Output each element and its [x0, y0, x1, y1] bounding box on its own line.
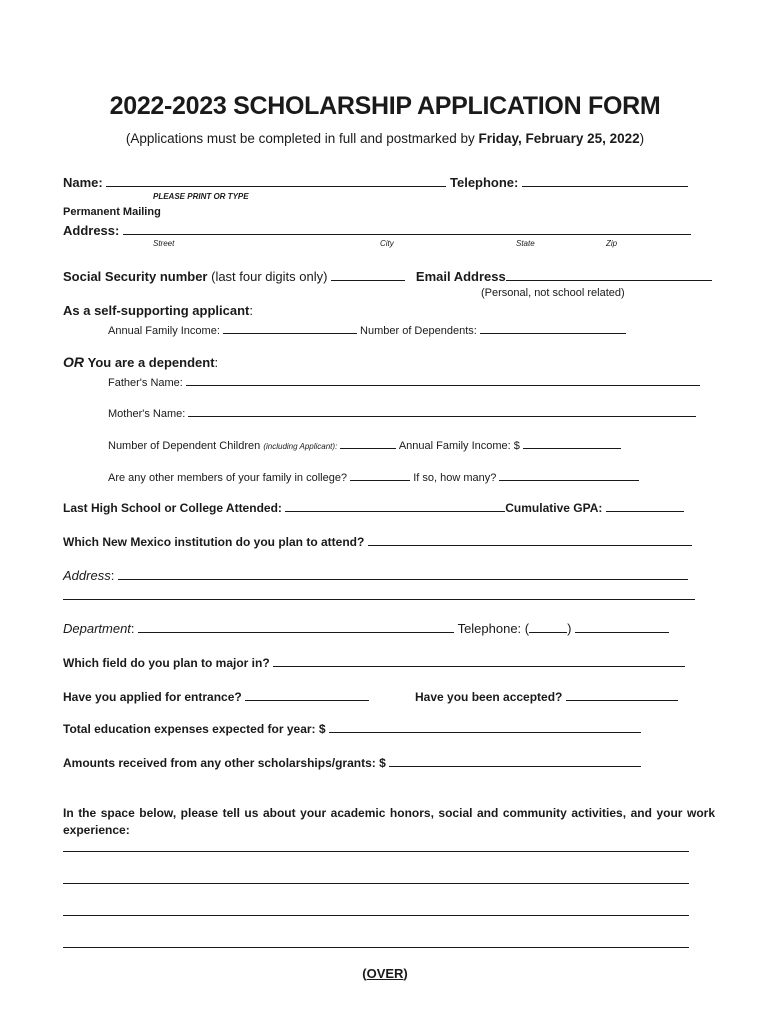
last-school-label: Last High School or College Attended:: [63, 501, 282, 515]
subtitle-suffix: ): [639, 131, 645, 146]
accepted-label: Have you been accepted?: [415, 690, 563, 704]
subtitle-prefix: (Applications must be completed in full and postmarked by: [125, 131, 479, 146]
honors-line-2[interactable]: [63, 883, 689, 884]
caption-state: State: [516, 239, 535, 248]
over-close: ): [403, 966, 408, 981]
self-supporting-row: [108, 321, 626, 337]
expenses-field[interactable]: [329, 720, 641, 733]
telephone-paren: ): [567, 621, 572, 636]
area-code-field[interactable]: [529, 620, 567, 633]
institution-address-label: Address: [63, 568, 111, 583]
children-row: [108, 436, 621, 452]
father-row: [108, 373, 700, 389]
form-title: 2022-2023 SCHOLARSHIP APPLICATION FORM: [109, 92, 661, 120]
honors-prompt: In the space below, please tell us about your academic honors, social and community activities, and your work experience:: [63, 806, 715, 837]
over-text: OVER: [366, 966, 404, 981]
address-row: [63, 222, 691, 238]
address-field[interactable]: [123, 222, 691, 235]
expenses-row: [63, 720, 641, 736]
dependents-label: Number of Dependents:: [360, 325, 477, 337]
father-label: Father's Name:: [108, 377, 183, 389]
gpa-field[interactable]: [606, 499, 684, 512]
last-school-row: [63, 499, 684, 515]
applied-label: Have you applied for entrance?: [63, 690, 242, 704]
honors-line-3[interactable]: [63, 915, 689, 916]
institution-label: Which New Mexico institution do you plan to attend?: [63, 535, 365, 549]
mother-row: [108, 404, 696, 420]
institution-address-line-2[interactable]: [63, 599, 695, 600]
name-row: [63, 174, 688, 190]
email-field[interactable]: [506, 268, 712, 281]
annual-income-field[interactable]: [223, 321, 357, 334]
major-field[interactable]: [273, 654, 685, 667]
institution-field[interactable]: [368, 533, 692, 546]
department-label: Department: [63, 621, 131, 636]
name-label: Name:: [63, 175, 103, 190]
amounts-label: Amounts received from any other scholarships/grants: $: [63, 756, 386, 770]
telephone-field[interactable]: [522, 174, 688, 187]
dependent-income-field[interactable]: [523, 436, 621, 449]
institution-address-colon: :: [110, 568, 115, 583]
father-field[interactable]: [186, 373, 700, 386]
self-supporting-heading: [63, 303, 253, 318]
honors-line-1[interactable]: [63, 851, 689, 852]
dependents-field[interactable]: [480, 321, 626, 334]
college-field[interactable]: [350, 468, 410, 481]
amounts-field[interactable]: [389, 754, 641, 767]
institution-row: [63, 533, 692, 549]
children-field[interactable]: [340, 436, 396, 449]
dependent-heading: [63, 354, 218, 370]
institution-address-field[interactable]: [118, 567, 688, 580]
department-telephone-label: Telephone: (: [457, 621, 530, 636]
children-label: Number of Dependent Children: [108, 440, 261, 452]
self-supporting-colon: :: [249, 303, 253, 318]
last-school-field[interactable]: [285, 499, 505, 512]
address-label: Address:: [63, 223, 120, 238]
how-many-label: If so, how many?: [413, 472, 497, 484]
major-label: Which field do you plan to major in?: [63, 656, 270, 670]
telephone-label: Telephone:: [450, 175, 519, 190]
permanent-mailing-label: Permanent Mailing: [63, 206, 161, 218]
form-subtitle: [0, 131, 770, 146]
mother-field[interactable]: [188, 404, 696, 417]
honors-line-4[interactable]: [63, 947, 689, 948]
accepted-field[interactable]: [566, 688, 678, 701]
over-open: (: [362, 966, 367, 981]
major-row: [63, 654, 685, 670]
dependent-label: You are a dependent: [87, 355, 215, 370]
email-note: (Personal, not school related): [481, 287, 625, 299]
how-many-field[interactable]: [499, 468, 639, 481]
institution-address-row: [63, 567, 688, 583]
accepted-row: [415, 688, 678, 704]
children-note: (including Applicant):: [263, 442, 338, 451]
college-row: [108, 468, 639, 484]
expenses-label: Total education expenses expected for year: $: [63, 722, 326, 736]
deadline-date: Friday, February 25, 2022: [478, 131, 640, 146]
name-field[interactable]: [106, 174, 446, 187]
ssn-label: Social Security number: [63, 269, 208, 284]
self-supporting-label: As a self-supporting applicant: [63, 303, 250, 318]
dependent-income-label: Annual Family Income: $: [398, 440, 520, 452]
amounts-row: [63, 754, 641, 770]
print-note: PLEASE PRINT OR TYPE: [153, 192, 249, 201]
college-label: Are any other members of your family in college?: [108, 472, 348, 484]
department-colon: :: [130, 621, 135, 636]
or-label: OR: [63, 354, 84, 370]
applied-row: [63, 688, 369, 704]
department-row: [63, 620, 669, 636]
department-field[interactable]: [138, 620, 454, 633]
ssn-email-row: [63, 268, 712, 284]
ssn-note: (last four digits only): [207, 269, 328, 284]
applied-field[interactable]: [245, 688, 369, 701]
ssn-field[interactable]: [331, 268, 405, 281]
dependent-colon: :: [214, 355, 219, 370]
annual-income-label: Annual Family Income:: [108, 325, 220, 337]
caption-city: City: [380, 239, 394, 248]
over-note: [0, 966, 770, 981]
caption-zip: Zip: [606, 239, 618, 248]
email-label: Email Address: [415, 269, 506, 284]
department-telephone-field[interactable]: [575, 620, 669, 633]
mother-label: Mother's Name:: [108, 408, 186, 420]
caption-street: Street: [153, 239, 175, 248]
gpa-label: Cumulative GPA:: [505, 501, 603, 515]
